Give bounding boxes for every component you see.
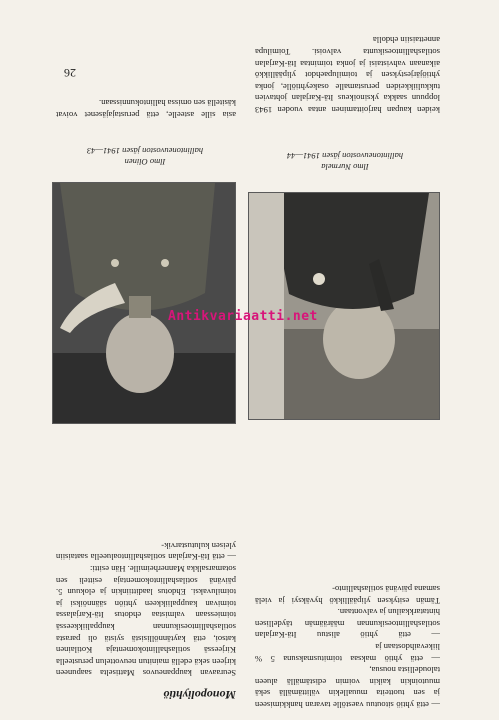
watermark-text: Antikvariaatti.net (168, 309, 318, 324)
caption-role: hallintoneuvoston jäsen 1941—44 (286, 151, 404, 161)
caption-name: Ilmo Nurmela (321, 162, 369, 172)
text-column-b (255, 34, 440, 115)
paragraph: Seuraavan kauppaneuvos Mattiselta saapuneen kirjeen sekä edellä mainitun neuvottelun perusteella Kirjeessä sotilashallintokomentaja Kotilainen katsoi, että kaytännöllisistä syistä oli parasta sotilashallintoesikunnan kauppaliikkeessä toimiessaan valmistaa ehdotus Itä-Karjalassa toimivan kauppaliikkeen yhtiön säännöiksi ja toimiluvaksi. Ehdotus laadittiinkin ja elokuun 5. päivänä sotilashallintokomentaja esitteli sen sotamarsalkka Mannerheimille. Hän esitti: (56, 564, 236, 679)
paragraph: Tämän esityksen ylipäällikkö hyväksyi ja vielä samana päivänä sotilashallinto- (255, 584, 440, 606)
section-heading: Monopoliyhtiö (163, 688, 236, 702)
paragraph: keiden kaupan harjoittaminen antaa vuoden 1943 loppuun saakka yksinoikeus Itä-Karjalan johtavien tukkuliikkeiden perustamalle osakeyhtiölle, jonka yhtiöjärjestyksen ja toimilupaehdot ylipäällikkö aikanaan vahvistaisi ja jonka toimintaa Itä-Karjalan sotilashallintoesikunta valvoisi. Toimilupa annettaisiin ehdolla (255, 35, 440, 115)
caption-role: hallintoneuvoston jäsen 1941—43 (86, 146, 204, 156)
paragraph: asia sille asteelle, että perustajajäsenet voivat käsitellä sen omissa hallintokunnissaan. (56, 98, 236, 120)
page-number: 26 (64, 66, 76, 80)
caption-name: Ilmo Olinen (124, 157, 166, 167)
paragraph: — että yhtiö sitoutuu vaestölle tavaran hankkimiseen ja sen tuotteita muuallekin välittämällä sekä muutoinkin kaikin voimin edistämällä alueen taloudellista nousua, (255, 665, 440, 710)
text-column-a (56, 97, 236, 120)
paragraph: — että yhtiö maksaa toimitusmaksuna 5 % liikevaihdostaan ja (255, 642, 440, 664)
paragraph: — että Itä-Karjalan sotilashallintoalueella saataisiin yleisen kulutustarvik- (56, 540, 236, 563)
paragraph: — että yhtiö alistuu Itä-Karjalan sotilashallintoesikunnan määräämän täydellisen hintatarkkailun ja valvontaan. (255, 607, 440, 641)
